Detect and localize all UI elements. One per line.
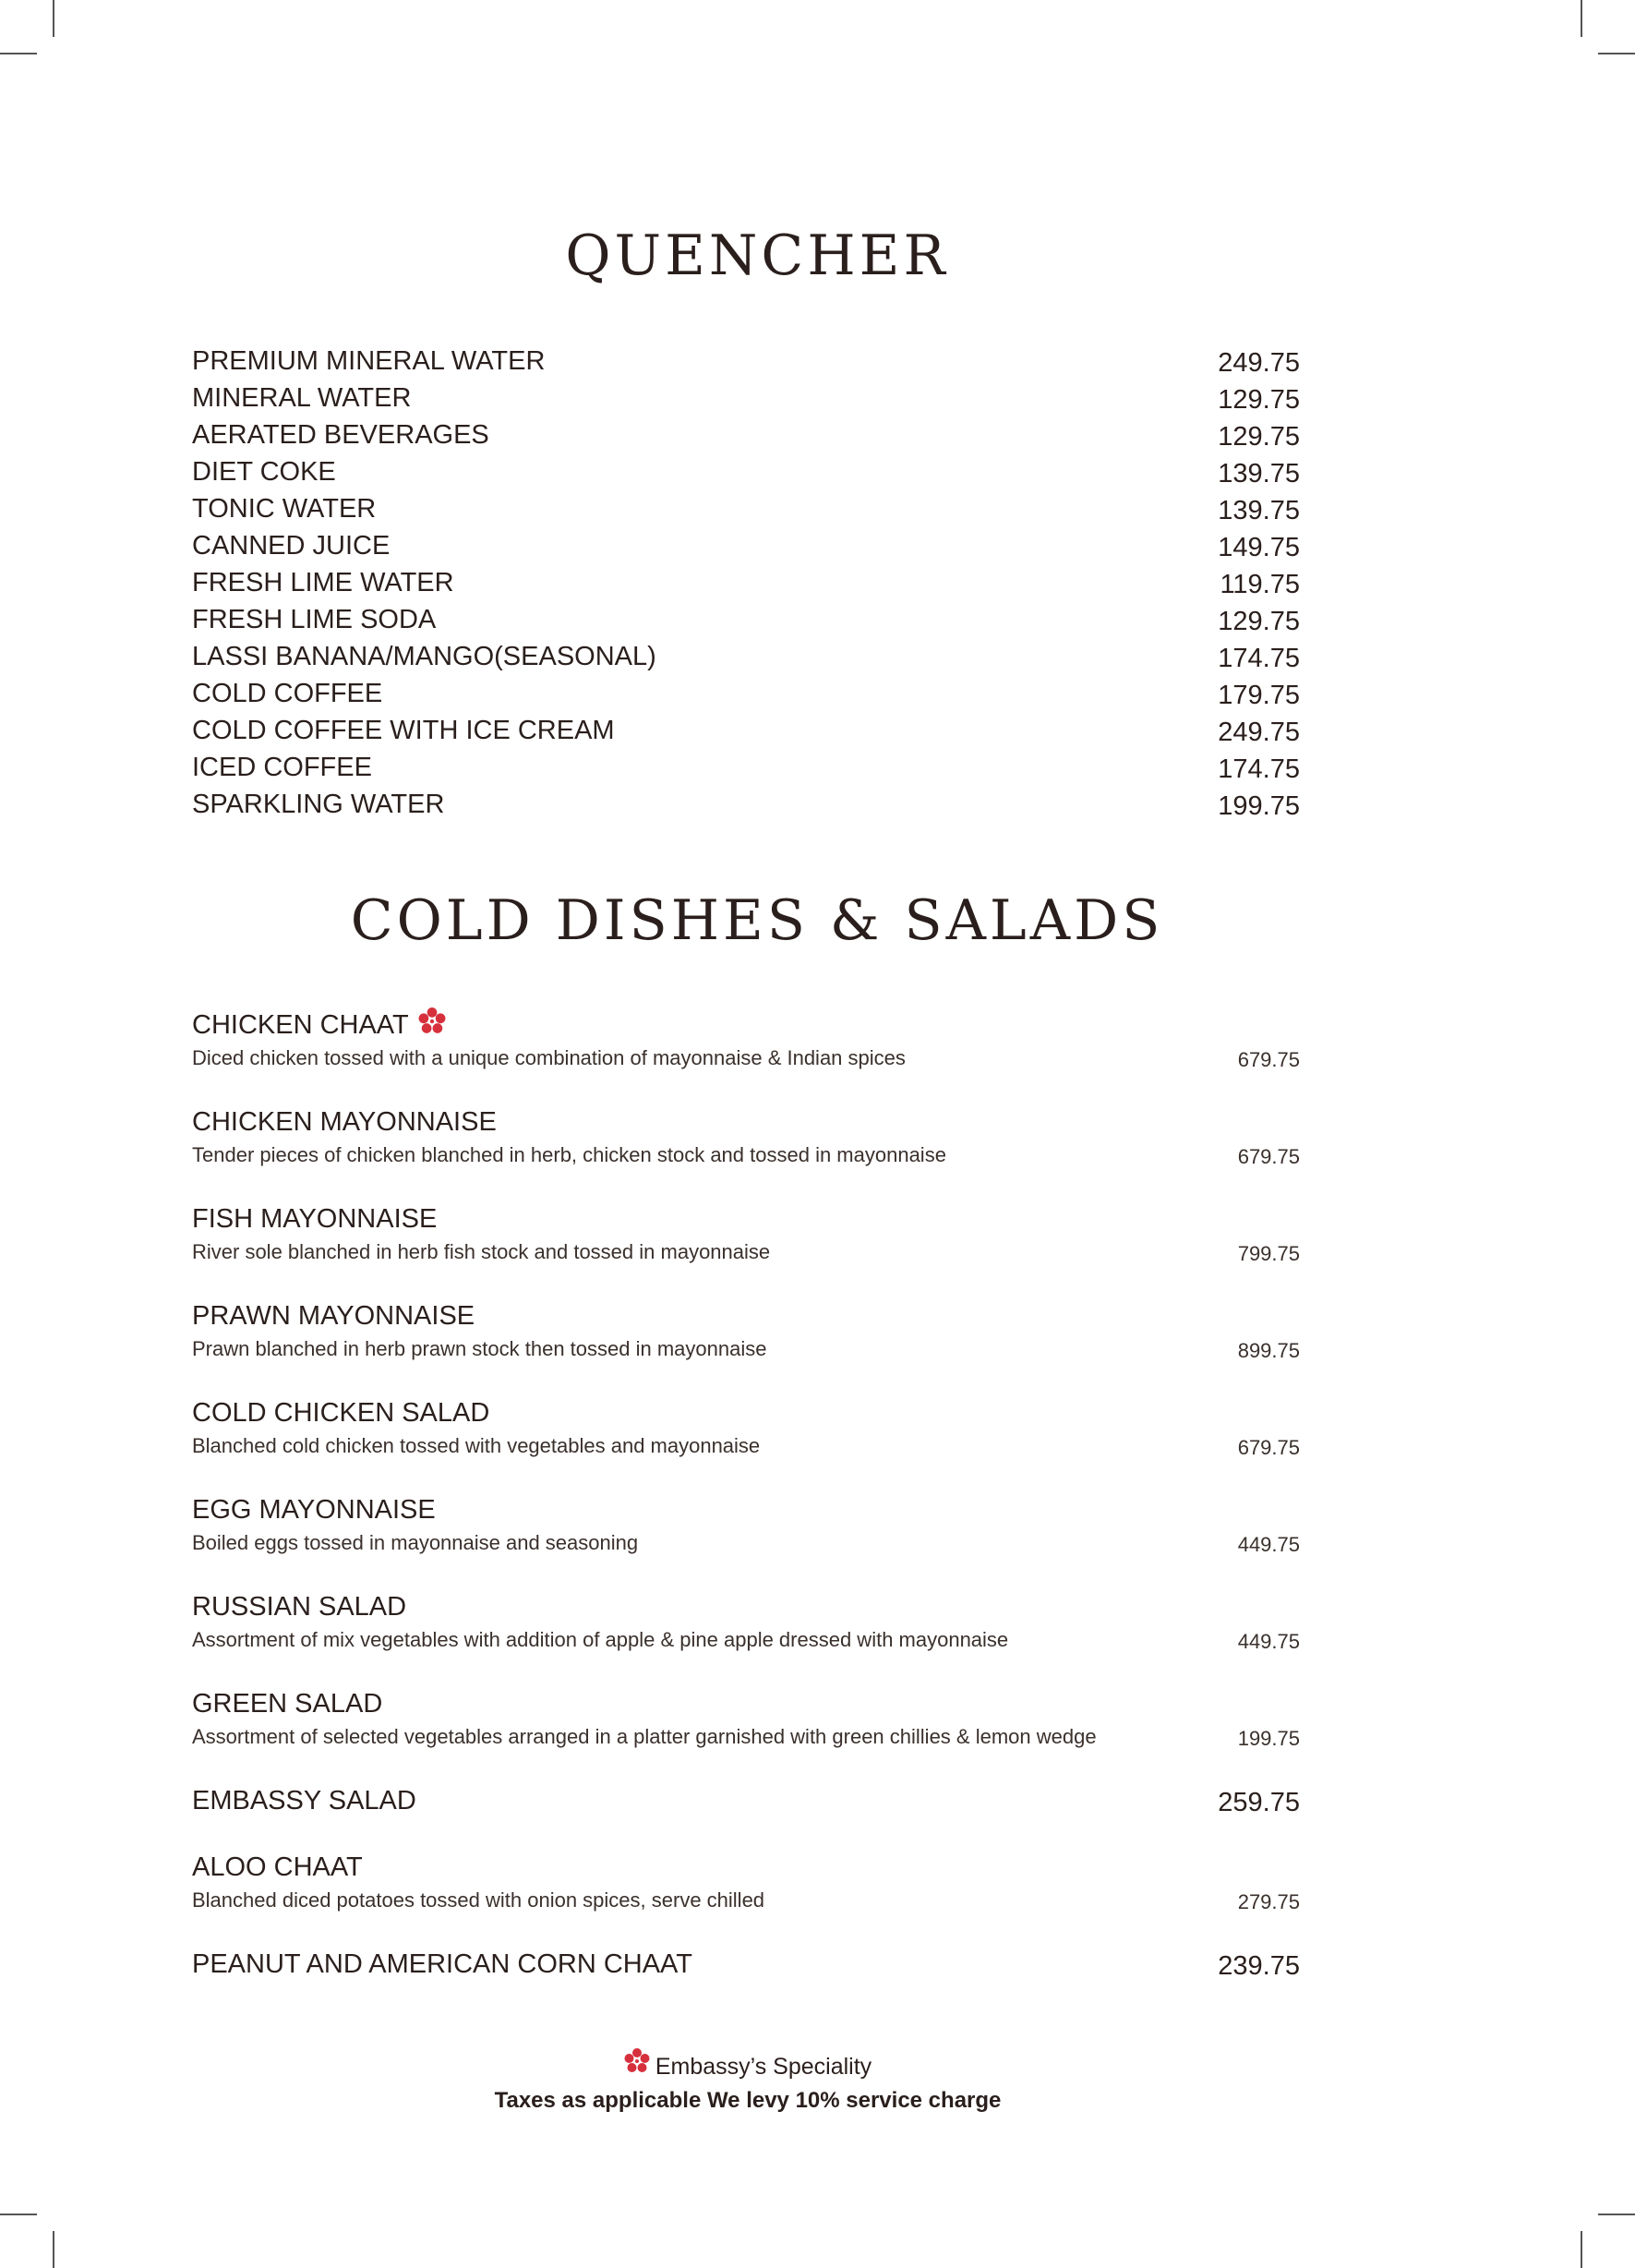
item-name: EGG MAYONNAISE bbox=[192, 1495, 436, 1525]
item-description: Blanched cold chicken tossed with vegetables and mayonnaise bbox=[192, 1434, 761, 1457]
item-description: Boiled eggs tossed in mayonnaise and seasoning bbox=[192, 1531, 639, 1554]
item-price: 249.75 bbox=[1218, 348, 1300, 378]
item-name: PRAWN MAYONNAISE bbox=[192, 1301, 475, 1331]
item-name-row bbox=[192, 1007, 446, 1045]
crop-mark bbox=[53, 2231, 54, 2268]
item-name: LASSI BANANA/MANGO(SEASONAL) bbox=[192, 642, 656, 671]
item-price: 449.75 bbox=[1237, 1630, 1300, 1653]
item-name: ALOO CHAAT bbox=[192, 1852, 363, 1882]
menu-item bbox=[192, 1685, 1300, 1782]
menu-item bbox=[192, 564, 1300, 601]
menu-item bbox=[192, 1200, 1300, 1297]
item-name: AERATED BEVERAGES bbox=[192, 420, 489, 450]
item-price: 259.75 bbox=[1218, 1788, 1300, 1817]
menu-item bbox=[192, 527, 1300, 564]
item-name: DIET COKE bbox=[192, 457, 336, 487]
menu-item bbox=[192, 601, 1300, 638]
crop-mark bbox=[0, 2214, 37, 2215]
service-charge-note: Taxes as applicable We levy 10% service charge bbox=[494, 2088, 1002, 2114]
menu-item bbox=[192, 712, 1300, 749]
item-name-row bbox=[192, 1297, 475, 1334]
item-name-row bbox=[192, 1104, 497, 1140]
item-name: PEANUT AND AMERICAN CORN CHAAT bbox=[192, 1949, 692, 1979]
item-price: 149.75 bbox=[1218, 533, 1300, 562]
item-name: FRESH LIME SODA bbox=[192, 605, 437, 634]
item-price: 129.75 bbox=[1218, 385, 1300, 415]
quencher-list bbox=[192, 343, 1300, 823]
item-name-row bbox=[192, 1200, 437, 1237]
item-name: PREMIUM MINERAL WATER bbox=[192, 346, 546, 376]
item-name-row bbox=[192, 1782, 416, 1819]
flower-icon bbox=[418, 1007, 446, 1045]
flower-icon bbox=[624, 2048, 650, 2083]
menu-item bbox=[192, 1394, 1300, 1491]
crop-mark bbox=[1581, 0, 1582, 37]
menu-item bbox=[192, 749, 1300, 786]
item-name-row bbox=[192, 1685, 382, 1722]
item-price: 129.75 bbox=[1218, 607, 1300, 636]
menu-item bbox=[192, 416, 1300, 453]
menu-item bbox=[192, 1782, 1300, 1849]
item-name-row bbox=[192, 1588, 406, 1625]
menu-item bbox=[192, 453, 1300, 490]
menu-item bbox=[192, 1104, 1300, 1200]
speciality-legend bbox=[0, 2050, 1496, 2085]
item-name-row bbox=[192, 1849, 363, 1886]
item-description: Prawn blanched in herb prawn stock then tossed in mayonnaise bbox=[192, 1337, 767, 1360]
item-name: CANNED JUICE bbox=[192, 531, 391, 561]
item-price: 679.75 bbox=[1237, 1048, 1300, 1071]
item-name: COLD COFFEE bbox=[192, 679, 383, 708]
item-price: 679.75 bbox=[1237, 1436, 1300, 1459]
menu-item bbox=[192, 490, 1300, 527]
item-price: 679.75 bbox=[1237, 1145, 1300, 1168]
cold-dishes-list bbox=[192, 1007, 1300, 2012]
menu-item bbox=[192, 1849, 1300, 1946]
item-name: CHICKEN CHAAT bbox=[192, 1010, 409, 1040]
item-description: Blanched diced potatoes tossed with onion spices, serve chilled bbox=[192, 1888, 765, 1912]
footer bbox=[0, 2050, 1496, 2117]
item-price: 279.75 bbox=[1237, 1890, 1300, 1913]
item-name: SPARKLING WATER bbox=[192, 790, 445, 819]
item-description: Diced chicken tossed with a unique combination of mayonnaise & Indian spices bbox=[192, 1046, 906, 1069]
item-price: 799.75 bbox=[1237, 1242, 1300, 1265]
crop-mark bbox=[0, 53, 37, 54]
menu-item bbox=[192, 786, 1300, 823]
crop-mark bbox=[1598, 2214, 1635, 2215]
menu-item bbox=[192, 1297, 1300, 1394]
item-name-row bbox=[192, 1491, 436, 1528]
menu-item bbox=[192, 343, 1300, 380]
crop-mark bbox=[1581, 2231, 1582, 2268]
speciality-label: Embassy’s Speciality bbox=[655, 2054, 872, 2080]
item-name: TONIC WATER bbox=[192, 494, 377, 524]
menu-item bbox=[192, 638, 1300, 675]
menu-item bbox=[192, 1588, 1300, 1685]
menu-item bbox=[192, 675, 1300, 712]
item-price: 899.75 bbox=[1237, 1339, 1300, 1362]
item-price: 199.75 bbox=[1237, 1727, 1300, 1750]
menu-item bbox=[192, 380, 1300, 416]
section-title-cold-dishes: COLD DISHES & SALADS bbox=[350, 888, 1164, 953]
item-description: Tender pieces of chicken blanched in herb, chicken stock and tossed in mayonnaise bbox=[192, 1143, 946, 1166]
item-price: 179.75 bbox=[1218, 681, 1300, 710]
item-name: FISH MAYONNAISE bbox=[192, 1204, 438, 1234]
item-name: COLD CHICKEN SALAD bbox=[192, 1398, 490, 1428]
item-name: RUSSIAN SALAD bbox=[192, 1592, 407, 1622]
menu-item bbox=[192, 1007, 1300, 1104]
item-name: EMBASSY SALAD bbox=[192, 1786, 416, 1816]
item-name: MINERAL WATER bbox=[192, 383, 412, 413]
item-price: 139.75 bbox=[1218, 459, 1300, 489]
item-price: 139.75 bbox=[1218, 496, 1300, 525]
item-price: 174.75 bbox=[1218, 754, 1300, 784]
item-name: FRESH LIME WATER bbox=[192, 568, 454, 597]
item-price: 199.75 bbox=[1218, 791, 1300, 821]
item-description: Assortment of mix vegetables with addition of apple & pine apple dressed with mayonnaise bbox=[192, 1628, 1009, 1651]
item-name: CHICKEN MAYONNAISE bbox=[192, 1107, 497, 1137]
menu-item bbox=[192, 1491, 1300, 1588]
item-name: ICED COFFEE bbox=[192, 753, 372, 782]
item-price: 239.75 bbox=[1218, 1951, 1300, 1981]
item-name-row bbox=[192, 1946, 692, 1983]
crop-mark bbox=[53, 0, 54, 37]
item-price: 449.75 bbox=[1237, 1533, 1300, 1556]
item-price: 119.75 bbox=[1220, 570, 1300, 599]
item-price: 129.75 bbox=[1218, 422, 1300, 452]
item-price: 174.75 bbox=[1218, 644, 1300, 673]
item-price: 249.75 bbox=[1218, 718, 1300, 747]
item-description: River sole blanched in herb fish stock and tossed in mayonnaise bbox=[192, 1240, 771, 1263]
item-description: Assortment of selected vegetables arranged in a platter garnished with green chillies & lemon wedge bbox=[192, 1725, 1097, 1748]
section-title-quencher: QUENCHER bbox=[565, 223, 949, 288]
menu-item bbox=[192, 1946, 1300, 2012]
item-name: GREEN SALAD bbox=[192, 1689, 383, 1719]
item-name-row bbox=[192, 1394, 489, 1431]
crop-mark bbox=[1598, 53, 1635, 54]
item-name: COLD COFFEE WITH ICE CREAM bbox=[192, 716, 615, 745]
